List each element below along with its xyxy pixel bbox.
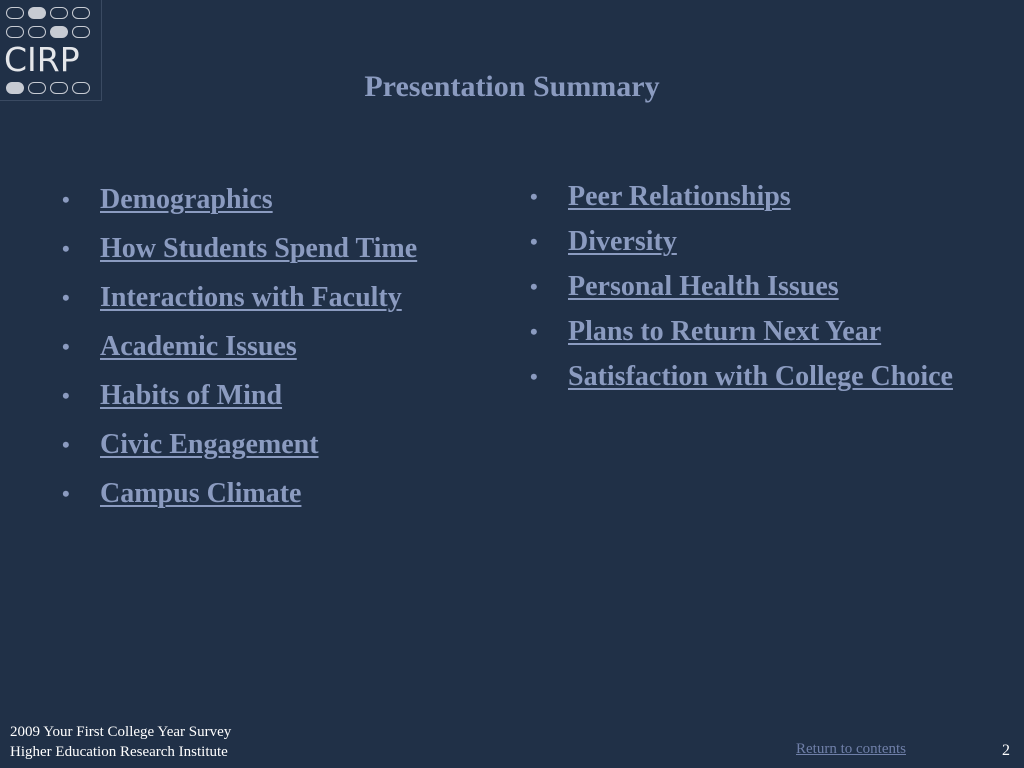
page-title: Presentation Summary [364,70,660,103]
bullet-icon: • [530,229,538,254]
topic-link-diversity[interactable]: Diversity [568,226,677,257]
footer-survey-name: 2009 Your First College Year Survey [10,724,232,740]
list-item [530,360,968,394]
logo-pill-row-middle [6,26,90,38]
list-item [62,477,502,511]
footer-institute-name: Higher Education Research Institute [10,744,228,760]
topic-link-civic-engagement[interactable]: Civic Engagement [100,429,319,460]
topic-link-campus-climate[interactable]: Campus Climate [100,478,302,509]
list-item [530,315,968,349]
topic-link-plans-to-return[interactable]: Plans to Return Next Year [568,316,882,347]
topic-link-satisfaction-with-college-choice[interactable]: Satisfaction with College Choice [568,361,953,392]
bullet-icon: • [62,481,70,506]
return-to-contents-link[interactable]: Return to contents [796,741,906,757]
topic-link-personal-health-issues[interactable]: Personal Health Issues [568,271,839,302]
list-item [62,281,502,315]
list-item [62,330,502,364]
logo-pill-outline [6,26,24,38]
logo-wordmark: CIRP [4,40,80,79]
page-number: 2 [1002,742,1010,759]
right-topic-list [530,180,970,405]
logo-pill-filled [50,26,68,38]
list-item [530,270,968,304]
bullet-icon: • [530,319,538,344]
logo-pill-outline [72,26,90,38]
list-item [62,232,502,266]
footer-credits [10,722,231,762]
logo-pill-outline [72,7,90,19]
bullet-icon: • [530,274,538,299]
topic-link-peer-relationships[interactable]: Peer Relationships [568,181,791,212]
bullet-icon: • [62,432,70,457]
bullet-icon: • [530,184,538,209]
left-topic-list [62,183,502,526]
list-item [62,379,502,413]
topic-link-academic-issues[interactable]: Academic Issues [100,331,297,362]
logo-pill-outline [6,7,24,19]
list-item [530,225,968,259]
topic-link-how-students-spend-time[interactable]: How Students Spend Time [100,233,418,264]
logo-pill-filled [28,7,46,19]
bullet-icon: • [62,334,70,359]
topic-link-interactions-with-faculty[interactable]: Interactions with Faculty [100,282,402,313]
bullet-icon: • [62,383,70,408]
list-item [62,428,502,462]
bullet-icon: • [530,364,538,389]
bullet-icon: • [62,187,70,212]
topic-link-habits-of-mind[interactable]: Habits of Mind [100,380,283,411]
list-item [530,180,968,214]
logo-pill-row-top [6,7,90,19]
logo-pill-outline [28,26,46,38]
topic-link-demographics[interactable]: Demographics [100,184,273,215]
bullet-icon: • [62,236,70,261]
bullet-icon: • [62,285,70,310]
logo-pill-outline [50,7,68,19]
list-item [62,183,502,217]
